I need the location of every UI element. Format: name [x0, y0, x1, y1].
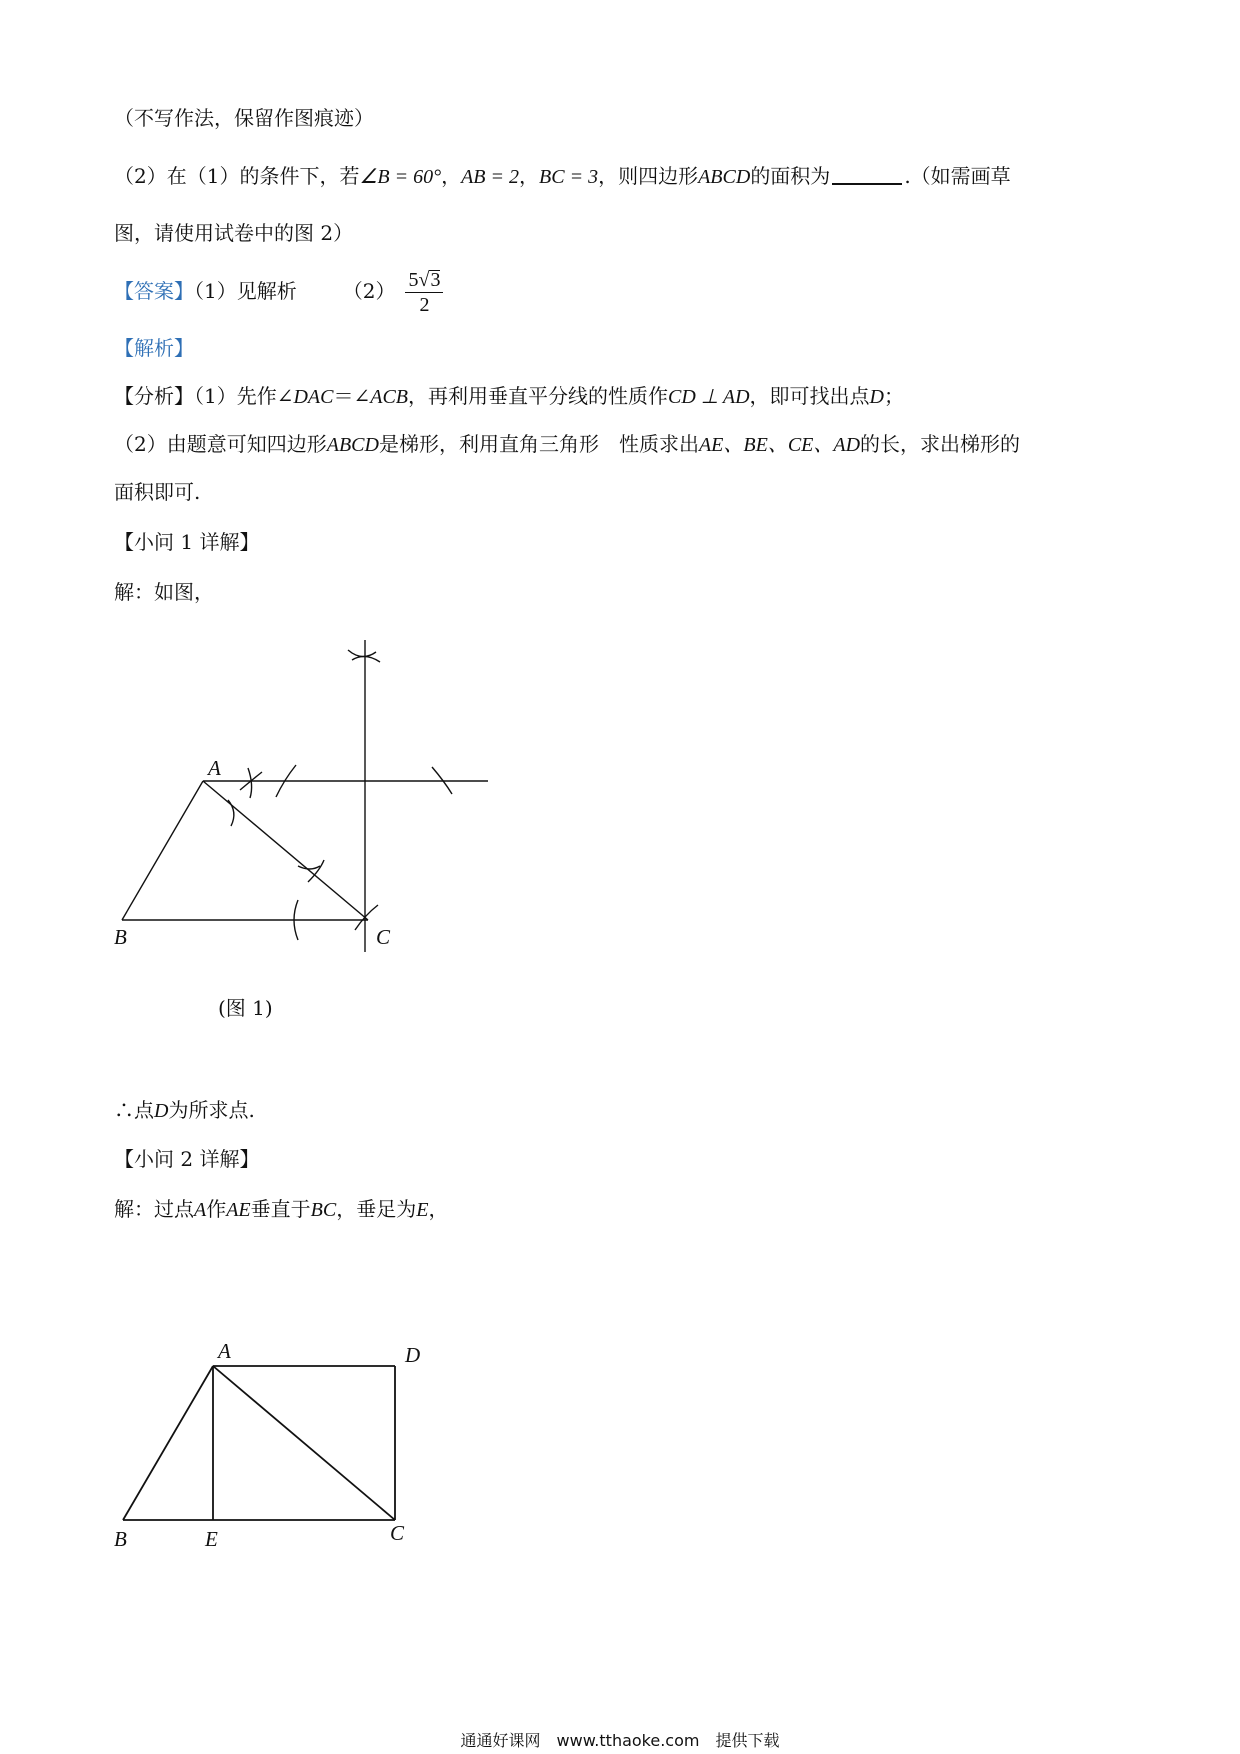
- segment-bc-ref: BC: [310, 1199, 337, 1221]
- fenxi-line-3: 面积即可.: [114, 480, 201, 504]
- q2-text-a: 解：过点: [114, 1197, 194, 1221]
- segment-ab: [123, 1366, 213, 1520]
- label-c: C: [390, 1521, 405, 1545]
- label-b: B: [114, 925, 127, 949]
- segment-ae-ref: AE: [226, 1199, 251, 1221]
- q1-solution-intro: 解：如图，: [114, 580, 214, 604]
- analysis-tag: 【解析】: [114, 336, 194, 360]
- footer-source: 通通好课网 www.tthaoke.com 提供下载: [460, 1731, 780, 1750]
- q1-detail-tag: 【小问 1 详解】: [114, 530, 260, 554]
- label-e: E: [205, 1527, 218, 1551]
- question-2-line-2: 图，请使用试卷中的图 2）: [114, 221, 354, 245]
- label-b: B: [114, 1527, 127, 1551]
- point-d: D: [869, 386, 884, 408]
- answer-part-2-label: （2）: [342, 279, 396, 303]
- cd-perp-ad: CD ⊥ AD: [668, 386, 750, 408]
- ab-condition: AB = 2: [461, 166, 520, 188]
- quad-abcd: ABCD: [326, 434, 379, 456]
- p2-text-a: （2）由题意可知四边形: [114, 432, 327, 456]
- q2-text-c: 垂直于: [250, 1197, 311, 1221]
- label-a: A: [218, 1339, 231, 1363]
- p2-text-b: 是梯形，利用直角三角形 性质求出: [378, 432, 699, 456]
- q2-text-d: ，垂足为: [336, 1197, 417, 1221]
- angle-acb: ACB: [370, 386, 409, 408]
- therefore-text-b: 为所求点.: [168, 1098, 255, 1122]
- fenxi-tag: 【分析】: [114, 384, 194, 408]
- q2-mid: ，则四边形: [598, 164, 699, 188]
- answer-fraction: $\frac{5√3}{2}$: [405, 268, 443, 317]
- fenxi-text-3: ，即可找出点: [749, 384, 870, 408]
- q2-prefix: （2）在（1）的条件下，若: [114, 164, 360, 188]
- point-d: D: [154, 1100, 169, 1122]
- comma: ，: [519, 164, 540, 188]
- p2-text-c: 的长，求出梯形的: [860, 432, 1021, 456]
- fraction-coefficient: 5: [408, 269, 419, 291]
- fenxi-eq: ＝∠: [333, 384, 371, 408]
- bc-condition: BC = 3: [539, 166, 599, 188]
- comma: ，: [441, 164, 462, 188]
- fenxi-text-1: （1）先作∠: [194, 384, 294, 408]
- segment-ac: [213, 1366, 395, 1520]
- figure-1-caption: (图 1): [218, 996, 273, 1020]
- point-e: E: [416, 1199, 429, 1221]
- label-d: D: [405, 1343, 421, 1367]
- answer-tag: 【答案】: [114, 279, 194, 303]
- q2-detail-tag: 【小问 2 详解】: [114, 1147, 260, 1171]
- fenxi-end: ；: [884, 384, 904, 408]
- fraction-radicand: 3: [430, 269, 441, 291]
- constraint-note: （不写作法，保留作图痕迹）: [114, 106, 374, 130]
- q2-text-e: ，: [428, 1197, 449, 1221]
- therefore-text-a: ∴点: [114, 1098, 154, 1122]
- quad-abcd: ABCD: [698, 166, 751, 188]
- label-a: A: [208, 756, 221, 780]
- point-a: A: [194, 1199, 207, 1221]
- fraction-denominator: 2: [419, 294, 430, 316]
- answer-part-1: （1）见解析: [194, 279, 297, 303]
- label-c: C: [376, 925, 391, 949]
- segments-list: AE、BE、CE、AD: [698, 434, 861, 456]
- q2-tail: .（如需画草: [904, 164, 1011, 188]
- fenxi-text-2: ，再利用垂直平分线的性质作: [408, 384, 669, 408]
- angle-b-condition: ∠B = 60°: [359, 166, 442, 188]
- q2-text-b: 作: [206, 1197, 227, 1221]
- angle-dac: DAC: [293, 386, 334, 408]
- q2-post: 的面积为: [750, 164, 831, 188]
